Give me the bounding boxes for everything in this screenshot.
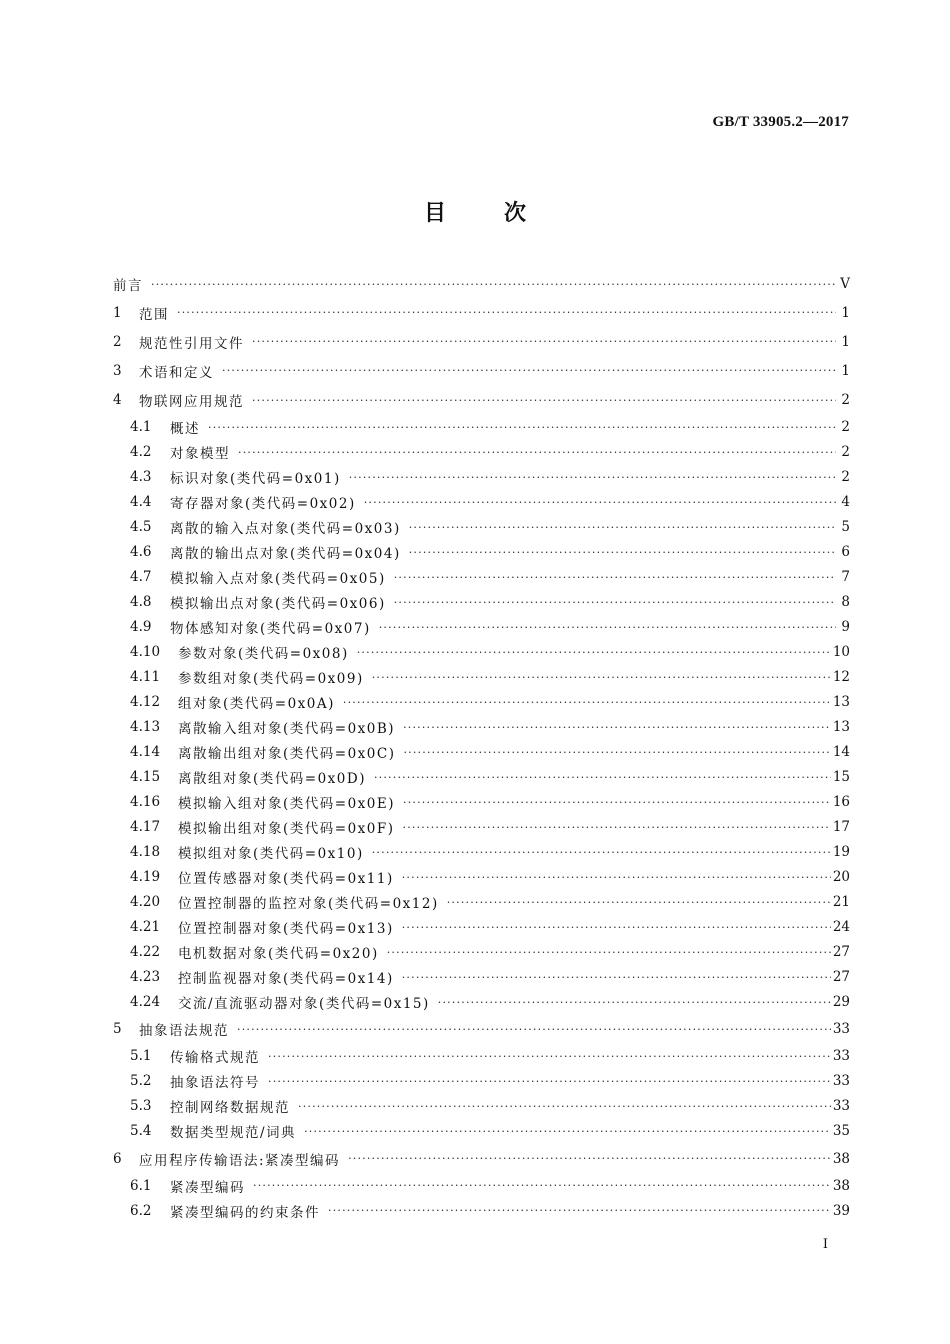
toc-entry-title: 位置控制器的监控对象(类代码=0x12) <box>178 896 439 913</box>
toc-entry-title: 参数对象(类代码=0x08) <box>178 646 349 663</box>
toc-entry-page: 33 <box>832 1048 850 1065</box>
toc-leader-dots <box>390 571 836 584</box>
page-number: I <box>822 1237 828 1252</box>
toc-entry[interactable] <box>113 690 850 715</box>
toc-entry[interactable] <box>113 1069 850 1094</box>
toc-leader-dots <box>173 306 836 319</box>
toc-entry[interactable] <box>113 1094 850 1119</box>
toc-entry[interactable] <box>113 440 850 465</box>
toc-entry[interactable] <box>113 1044 850 1069</box>
toc-entry-number: 4.19 <box>130 869 161 886</box>
toc-entry-title: 概述 <box>170 421 200 438</box>
toc-entry-number: 4.12 <box>130 694 161 711</box>
toc-leader-dots <box>345 471 836 484</box>
toc-leader-dots <box>368 846 831 859</box>
toc-entry-number: 4.15 <box>130 769 161 786</box>
toc-entry[interactable] <box>113 965 850 990</box>
toc-entry-title: 传输格式规范 <box>170 1050 260 1067</box>
toc-entry-page: 19 <box>832 844 850 861</box>
toc-entry-number: 4.11 <box>130 669 161 686</box>
toc-entry-page: 5 <box>841 519 850 536</box>
toc-entry-number: 4.18 <box>130 844 161 861</box>
toc-entry-page: 14 <box>832 744 850 761</box>
standard-code: GB/T 33905.2—2017 <box>712 114 849 130</box>
toc-entry-title: 离散输出组对象(类代码=0x0C) <box>178 746 396 763</box>
toc-leader-dots <box>370 771 831 784</box>
toc-leader-dots <box>398 871 831 884</box>
toc-entry-page: 13 <box>832 694 850 711</box>
toc-entry[interactable] <box>113 515 850 540</box>
toc-entry[interactable] <box>113 665 850 690</box>
toc-entry-page: 38 <box>832 1177 850 1194</box>
toc-entry[interactable] <box>113 790 850 815</box>
toc-leader-dots <box>204 421 836 434</box>
toc-entry-number: 3 <box>113 362 122 379</box>
toc-entry[interactable] <box>113 298 850 327</box>
toc-entry-number: 6 <box>113 1150 122 1167</box>
toc-entry-title: 模拟输出点对象(类代码=0x06) <box>170 596 386 613</box>
toc-leader-dots <box>249 1179 831 1192</box>
toc-entry-page: 15 <box>832 769 850 786</box>
toc-leader-dots <box>398 971 831 984</box>
toc-entry-number: 4.24 <box>130 994 161 1011</box>
toc-entry[interactable] <box>113 490 850 515</box>
toc-entry-number: 5.3 <box>130 1098 152 1115</box>
toc-entry-title: 规范性引用文件 <box>139 335 244 352</box>
toc-entry-page: 4 <box>841 494 850 511</box>
toc-entry[interactable] <box>113 386 850 415</box>
toc-entry-title: 物联网应用规范 <box>139 394 244 411</box>
toc-entry-number: 5.2 <box>130 1073 152 1090</box>
toc-entry-number: 4.4 <box>130 494 152 511</box>
toc-entry-number: 4.13 <box>130 719 161 736</box>
toc-entry[interactable] <box>113 270 850 298</box>
toc-entry-number: 4.5 <box>130 519 152 536</box>
toc-leader-dots <box>294 1100 831 1113</box>
toc-entry-page: 9 <box>841 619 850 636</box>
toc-entry[interactable] <box>113 915 850 940</box>
toc-entry-title: 模拟输入组对象(类代码=0x0E) <box>178 796 395 813</box>
toc-entry[interactable] <box>113 990 850 1015</box>
toc-leader-dots <box>344 1152 831 1165</box>
toc-entry[interactable] <box>113 865 850 890</box>
toc-entry-number: 4.6 <box>130 544 152 561</box>
toc-entry-title: 物体感知对象(类代码=0x07) <box>170 621 371 638</box>
toc-leader-dots <box>324 1204 831 1217</box>
toc-entry-page: 1 <box>841 304 850 321</box>
toc-entry[interactable] <box>113 740 850 765</box>
toc-leader-dots <box>300 1125 831 1138</box>
toc-entry-title: 模拟输入点对象(类代码=0x05) <box>170 571 386 588</box>
toc-leader-dots <box>390 596 836 609</box>
toc-entry-title: 范围 <box>139 306 169 323</box>
toc-entry-page: 1 <box>841 362 850 379</box>
toc-entry-title: 紧凑型编码 <box>170 1179 245 1196</box>
toc-entry[interactable] <box>113 765 850 790</box>
toc-leader-dots <box>264 1050 831 1063</box>
toc-entry-title: 参数组对象(类代码=0x09) <box>178 671 364 688</box>
toc-leader-dots <box>399 821 831 834</box>
toc-entry-number: 6.2 <box>130 1202 152 1219</box>
toc-entry-title: 离散的输入点对象(类代码=0x03) <box>170 521 401 538</box>
toc-entry-page: V <box>840 276 850 292</box>
toc-entry-page: 27 <box>832 969 850 986</box>
toc-leader-dots <box>405 546 836 559</box>
toc-entry[interactable] <box>113 715 850 740</box>
toc-entry-title: 离散组对象(类代码=0x0D) <box>178 771 366 788</box>
toc-entry-title: 控制监视器对象(类代码=0x14) <box>178 971 394 988</box>
toc-entry-page: 33 <box>832 1021 850 1038</box>
toc-entry-title: 离散的输出点对象(类代码=0x04) <box>170 546 401 563</box>
toc-entry[interactable] <box>113 327 850 356</box>
toc-entry-page: 33 <box>832 1073 850 1090</box>
toc-leader-dots <box>147 278 836 291</box>
toc-entry-title: 位置传感器对象(类代码=0x11) <box>178 871 394 888</box>
toc-entry-number: 4.10 <box>130 644 161 661</box>
toc-entry-number: 4.8 <box>130 594 152 611</box>
toc-entry[interactable] <box>113 840 850 865</box>
toc-leader-dots <box>375 621 836 634</box>
toc-entry-number: 4.2 <box>130 444 152 461</box>
toc-entry[interactable] <box>113 890 850 915</box>
toc-entry-number: 4.22 <box>130 944 161 961</box>
toc-leader-dots <box>399 796 831 809</box>
toc-entry[interactable] <box>113 565 850 590</box>
toc-entry-title: 离散输入组对象(类代码=0x0B) <box>178 721 396 738</box>
toc-leader-dots <box>218 364 836 377</box>
toc-entry-title: 数据类型规范/词典 <box>170 1125 297 1142</box>
toc-leader-dots <box>248 335 836 348</box>
toc-entry-page: 20 <box>832 869 850 886</box>
toc-entry[interactable] <box>113 1015 850 1044</box>
toc-entry-page: 35 <box>832 1123 850 1140</box>
toc-entry-title: 对象模型 <box>170 446 230 463</box>
toc-entry-number: 4.23 <box>130 969 161 986</box>
toc-entry-title: 术语和定义 <box>139 364 214 381</box>
toc-entry-page: 21 <box>832 894 850 911</box>
toc-entry-page: 33 <box>832 1098 850 1115</box>
toc-entry[interactable] <box>113 940 850 965</box>
toc-entry-number: 4.9 <box>130 619 152 636</box>
toc-leader-dots <box>399 721 831 734</box>
toc-entry[interactable] <box>113 815 850 840</box>
toc-entry-page: 27 <box>832 944 850 961</box>
toc-leader-dots <box>248 394 836 407</box>
toc-entry[interactable] <box>113 1144 850 1173</box>
toc-entry-number: 2 <box>113 333 122 350</box>
toc-entry-title: 应用程序传输语法:紧凑型编码 <box>139 1152 341 1169</box>
toc-entry-page: 38 <box>832 1150 850 1167</box>
toc-entry-number: 4.20 <box>130 894 161 911</box>
toc-entry-number: 5.4 <box>130 1123 152 1140</box>
toc-leader-dots <box>233 1023 831 1036</box>
toc-entry-title: 抽象语法符号 <box>170 1075 260 1092</box>
toc-entry-page: 6 <box>841 544 850 561</box>
toc-entry-number: 1 <box>113 304 122 321</box>
toc-leader-dots <box>339 696 831 709</box>
toc-leader-dots <box>405 521 836 534</box>
toc-entry-page: 2 <box>841 419 850 436</box>
toc-leader-dots <box>399 746 830 759</box>
toc-entry-page: 2 <box>841 392 850 409</box>
toc-entry-page: 16 <box>832 794 850 811</box>
toc-entry-title: 控制网络数据规范 <box>170 1100 290 1117</box>
toc-entry-title: 紧凑型编码的约束条件 <box>170 1204 320 1221</box>
toc-entry-page: 12 <box>832 669 850 686</box>
toc-entry-title: 交流/直流驱动器对象(类代码=0x15) <box>178 996 430 1013</box>
toc-entry-number: 4.16 <box>130 794 161 811</box>
toc-entry[interactable] <box>113 1173 850 1198</box>
toc-leader-dots <box>264 1075 831 1088</box>
toc-entry[interactable] <box>113 1119 850 1144</box>
toc-entry-number: 4.1 <box>130 419 152 436</box>
toc-entry-page: 13 <box>832 719 850 736</box>
toc-entry[interactable] <box>113 415 850 440</box>
toc-leader-dots <box>353 646 831 659</box>
toc-entry-title: 电机数据对象(类代码=0x20) <box>178 946 379 963</box>
toc-entry-page: 24 <box>832 919 850 936</box>
toc-entry-title: 位置控制器对象(类代码=0x13) <box>178 921 394 938</box>
toc-entry-number: 4 <box>113 392 122 409</box>
toc-entry-page: 17 <box>832 819 850 836</box>
toc-entry-title: 前言 <box>113 278 143 294</box>
toc-entry-title: 模拟输出组对象(类代码=0x0F) <box>178 821 395 838</box>
toc-entry-title: 寄存器对象(类代码=0x02) <box>170 496 356 513</box>
toc-entry-number: 4.7 <box>130 569 152 586</box>
toc-entry-page: 8 <box>841 594 850 611</box>
table-of-contents <box>113 270 850 1223</box>
toc-entry-title: 标识对象(类代码=0x01) <box>170 471 341 488</box>
toc-entry-number: 4.21 <box>130 919 161 936</box>
toc-entry-title: 模拟组对象(类代码=0x10) <box>178 846 364 863</box>
toc-entry-number: 4.17 <box>130 819 161 836</box>
toc-entry-title: 组对象(类代码=0x0A) <box>178 696 335 713</box>
toc-leader-dots <box>434 996 831 1009</box>
toc-leader-dots <box>383 946 831 959</box>
toc-leader-dots <box>368 671 831 684</box>
toc-entry-page: 29 <box>832 994 850 1011</box>
toc-entry-number: 4.14 <box>130 744 161 761</box>
toc-leader-dots <box>360 496 836 509</box>
toc-entry[interactable] <box>113 1198 850 1223</box>
toc-leader-dots <box>398 921 831 934</box>
page-title: 目次 <box>423 200 584 226</box>
toc-entry-page: 1 <box>841 333 850 350</box>
toc-entry-page: 2 <box>841 469 850 486</box>
toc-entry[interactable] <box>113 615 850 640</box>
toc-entry[interactable] <box>113 356 850 385</box>
toc-entry-page: 10 <box>832 644 850 661</box>
toc-entry[interactable] <box>113 640 850 665</box>
toc-entry-page: 39 <box>832 1202 850 1219</box>
toc-entry[interactable] <box>113 540 850 565</box>
toc-entry-number: 4.3 <box>130 469 152 486</box>
toc-entry-page: 2 <box>841 444 850 461</box>
toc-entry[interactable] <box>113 465 850 490</box>
toc-entry-number: 5 <box>113 1021 122 1038</box>
toc-leader-dots <box>443 896 831 909</box>
toc-entry-number: 5.1 <box>130 1048 152 1065</box>
toc-entry-title: 抽象语法规范 <box>139 1023 229 1040</box>
toc-entry[interactable] <box>113 590 850 615</box>
toc-entry-number: 6.1 <box>130 1177 152 1194</box>
toc-entry-page: 7 <box>841 569 850 586</box>
toc-leader-dots <box>234 446 836 459</box>
